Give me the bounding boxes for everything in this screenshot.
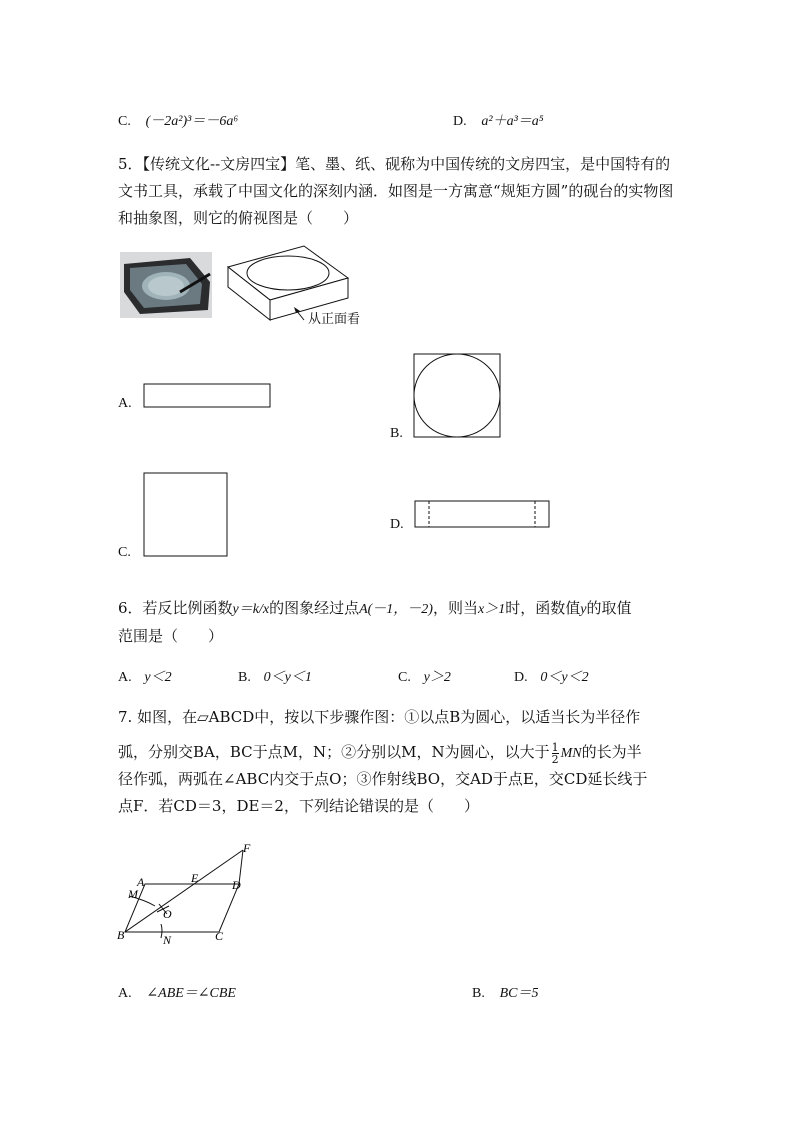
q7-segment: MN [560,746,582,761]
q6-y-variable: y [580,602,587,617]
q6-line2: 范围是（ ） [118,627,224,645]
option-expression: y＜2 [144,670,172,685]
option-expression: ∠ABE＝∠CBE [146,986,236,1001]
label-c: C [215,929,224,943]
q6-line1 [118,596,631,622]
q7-option-a [118,980,236,1006]
q7-option-b [472,980,539,1006]
q5-option-d-rectangle-dashed [414,500,552,530]
q5-option-c-label: C. [118,545,131,560]
q6-option-d [514,664,589,690]
q6-option-a [118,664,172,690]
option-label: B. [238,670,251,685]
q7-line1: 7. 如图，在▱ABCD中，按以下步骤作图：①以点B为圆心，以适当长为半径作 [118,708,641,726]
label-e: E [191,871,199,885]
option-expression: (－2a²)³＝－6a⁶ [145,114,239,129]
q6-option-b [238,664,312,690]
q6-function: y＝k/x [232,602,270,617]
label-o: O [163,907,172,921]
q5-option-b-label: B. [390,426,403,441]
front-view-label: 从正面看 [308,312,361,327]
option-label: A. [118,986,132,1001]
q7-text: 弧，分别交BA，BC于点M，N；②分别以M，N为圆心，以大于 [118,743,550,761]
q5-option-c-square [143,472,229,558]
q6-text: 时，函数值 [505,599,581,617]
option-expression: BC＝5 [499,986,539,1001]
label-m: M [128,887,138,901]
fraction-numerator: 1 [551,740,559,754]
q7-line2 [118,740,642,766]
q5-option-d-label: D. [390,517,404,532]
q4-option-c [118,108,238,134]
option-label: C. [398,670,411,685]
q6-option-c [398,664,451,690]
fraction-denominator: 2 [551,752,559,766]
inkstone-photo [120,252,212,318]
option-label: C. [118,114,131,129]
q7-text: 的长为半 [581,743,642,761]
option-label: D. [514,670,528,685]
label-f: F [243,841,251,855]
q6-text: ，则当 [432,599,478,617]
option-expression: y＞2 [423,670,451,685]
q7-line4: 点F．若CD＝3，DE＝2，下列结论错误的是（ ） [118,797,479,815]
option-expression: 0＜y＜1 [263,670,312,685]
q6-text: 的图象经过点 [269,599,360,617]
q5-option-b-square-circle [413,353,503,439]
q6-condition: x＞1 [478,602,506,617]
q5-option-a-rectangle [143,383,273,409]
q7-line3: 径作弧，两弧在∠ABC内交于点O；③作射线BO，交AD于点E，交CD延长线于 [118,770,648,788]
q4-option-d [453,108,544,134]
option-expression: a²＋a³＝a⁵ [481,114,544,129]
q6-point: A(－1，－2) [359,602,433,617]
label-b: B [117,928,125,942]
q6-text: 6．若反比例函数 [118,599,233,617]
q6-text: 的取值 [586,599,632,617]
label-a: A [137,875,145,889]
q5-option-a-label: A. [118,396,132,411]
option-label: B. [472,986,485,1001]
q5-question-text: 5．【传统文化--文房四宝】笔、墨、纸、砚称为中国传统的文房四宝，是中国特有的文书工具，承载了中国文化的深刻内涵．如图是一方寓意“规矩方圆”的砚台的实物图和抽象图，则它的俯视图是（ ） [118,155,674,227]
option-label: D. [453,114,467,129]
label-n: N [163,933,172,947]
q7-fraction [552,742,559,765]
option-label: A. [118,670,132,685]
q7-parallelogram-diagram [115,838,265,950]
label-d: D [232,878,241,892]
option-expression: 0＜y＜2 [540,670,589,685]
